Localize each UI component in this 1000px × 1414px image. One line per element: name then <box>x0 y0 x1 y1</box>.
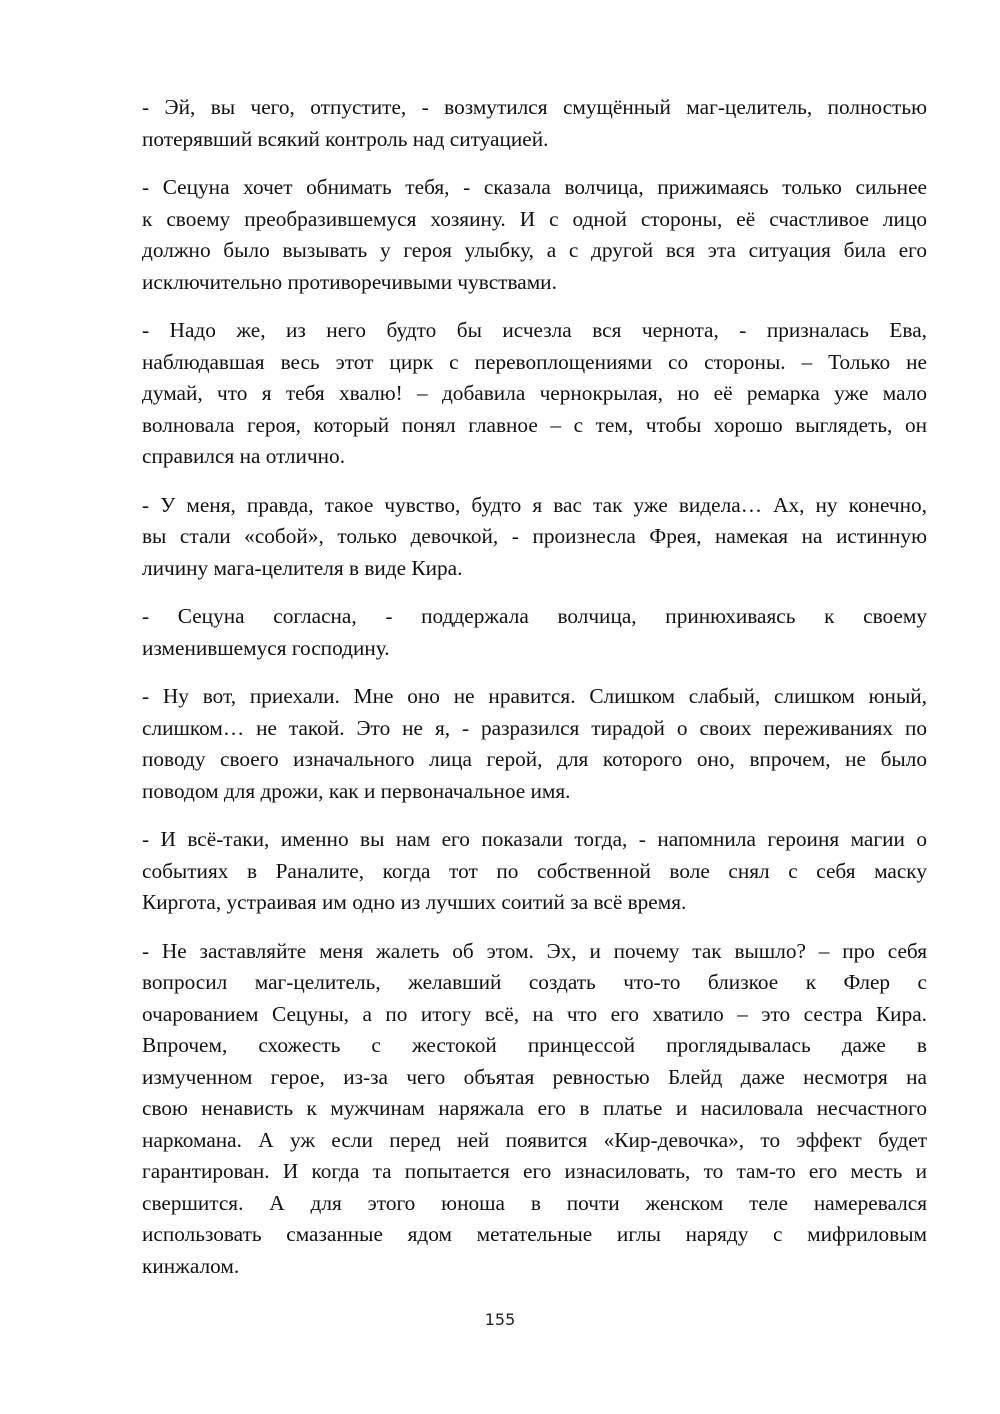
text-line: вопросил маг-целитель, желавший создать что-то близкое к Флер с <box>142 970 927 994</box>
paragraph-4 <box>142 490 927 585</box>
text-line: использовать смазанные ядом метательные иглы наряду с мифриловым <box>142 1222 927 1246</box>
page-number: 155 <box>484 1310 516 1329</box>
text-line: событиях в Раналите, когда тот по собственной воле снял с себя маску <box>142 858 927 883</box>
text-line: измученном герое, из-за чего объятая ревностью Блейд даже несмотря на <box>142 1064 927 1089</box>
paragraph-6 <box>142 681 927 807</box>
text-line: очарованием Сецуны, а по итогу всё, на что его хватило – это сестра Кира. <box>142 1001 927 1026</box>
text-line: наблюдавшая весь этот цирк с перевоплощениями со стороны. – Только не <box>142 349 927 374</box>
text-line: свою ненависть к мужчинам наряжала его в платье и насиловала несчастного <box>142 1096 927 1120</box>
text-line: - И всё-таки, именно вы нам его показали тогда, - напомнила героиня магии о <box>142 827 927 851</box>
text-line: - Надо же, из него будто бы исчезла вся чернота, - призналась Ева, <box>142 318 927 342</box>
text-line: исключительно противоречивыми чувствами. <box>142 269 557 294</box>
text-line: - У меня, правда, такое чувство, будто я вас так уже видела… Ах, ну конечно, <box>142 492 927 517</box>
text-line: - Эй, вы чего, отпустите, - возмутился смущённый маг-целитель, полностью <box>142 95 927 119</box>
text-line: поводу своего изначального лица герой, для которого оно, впрочем, не было <box>142 747 927 771</box>
text-line: наркомана. А уж если перед ней появится «Кир-девочка», то эффект будет <box>142 1127 927 1152</box>
text-line: изменившемуся господину. <box>142 635 390 660</box>
text-line: гарантирован. И когда та попытается его изнасиловать, то там-то его месть и <box>142 1159 927 1183</box>
paragraph-2 <box>142 172 927 298</box>
text-line: слишком… не такой. Это не я, - разразился тирадой о своих переживаниях по <box>142 715 927 740</box>
paragraph-8 <box>142 936 927 1283</box>
text-line: вы стали «собой», только девочкой, - произнесла Фрея, намекая на истинную <box>142 524 927 548</box>
text-line: думай, что я тебя хвалю! – добавила чернокрылая, но её ремарка уже мало <box>142 381 927 405</box>
paragraph-3 <box>142 315 927 473</box>
text-line: - Не заставляйте меня жалеть об этом. Эх, и почему так вышло? – про себя <box>142 938 927 963</box>
text-line: волновала героя, который понял главное – с тем, чтобы хорошо выглядеть, он <box>142 412 927 437</box>
text-line: к своему преобразившемуся хозяину. И с одной стороны, её счастливое лицо <box>142 206 927 231</box>
text-line: справился на отлично. <box>142 444 346 468</box>
text-line: Киргота, устраивая им одно из лучших соитий за всё время. <box>142 890 687 914</box>
paragraph-1 <box>142 92 927 155</box>
text-line: свершится. А для этого юноша в почти женском теле намеревался <box>142 1190 927 1215</box>
document-page <box>142 92 927 1299</box>
paragraph-5 <box>142 601 927 664</box>
text-line: - Сецуна согласна, - поддержала волчица, принюхиваясь к своему <box>142 604 927 628</box>
text-line: - Ну вот, приехали. Мне оно не нравится. Слишком слабый, слишком юный, <box>142 684 927 708</box>
text-line: должно было вызывать у героя улыбку, а с другой вся эта ситуация била его <box>142 238 927 262</box>
text-line: личину мага-целителя в виде Кира. <box>142 555 463 580</box>
text-line: Впрочем, схожесть с жестокой принцессой проглядывалась даже в <box>142 1033 927 1057</box>
text-line: - Сецуна хочет обнимать тебя, - сказала волчица, прижимаясь только сильнее <box>142 175 927 199</box>
text-line: поводом для дрожи, как и первоначальное имя. <box>142 778 571 803</box>
text-line: потерявший всякий контроль над ситуацией. <box>142 126 549 151</box>
text-line: кинжалом. <box>142 1253 240 1278</box>
paragraph-7 <box>142 824 927 919</box>
